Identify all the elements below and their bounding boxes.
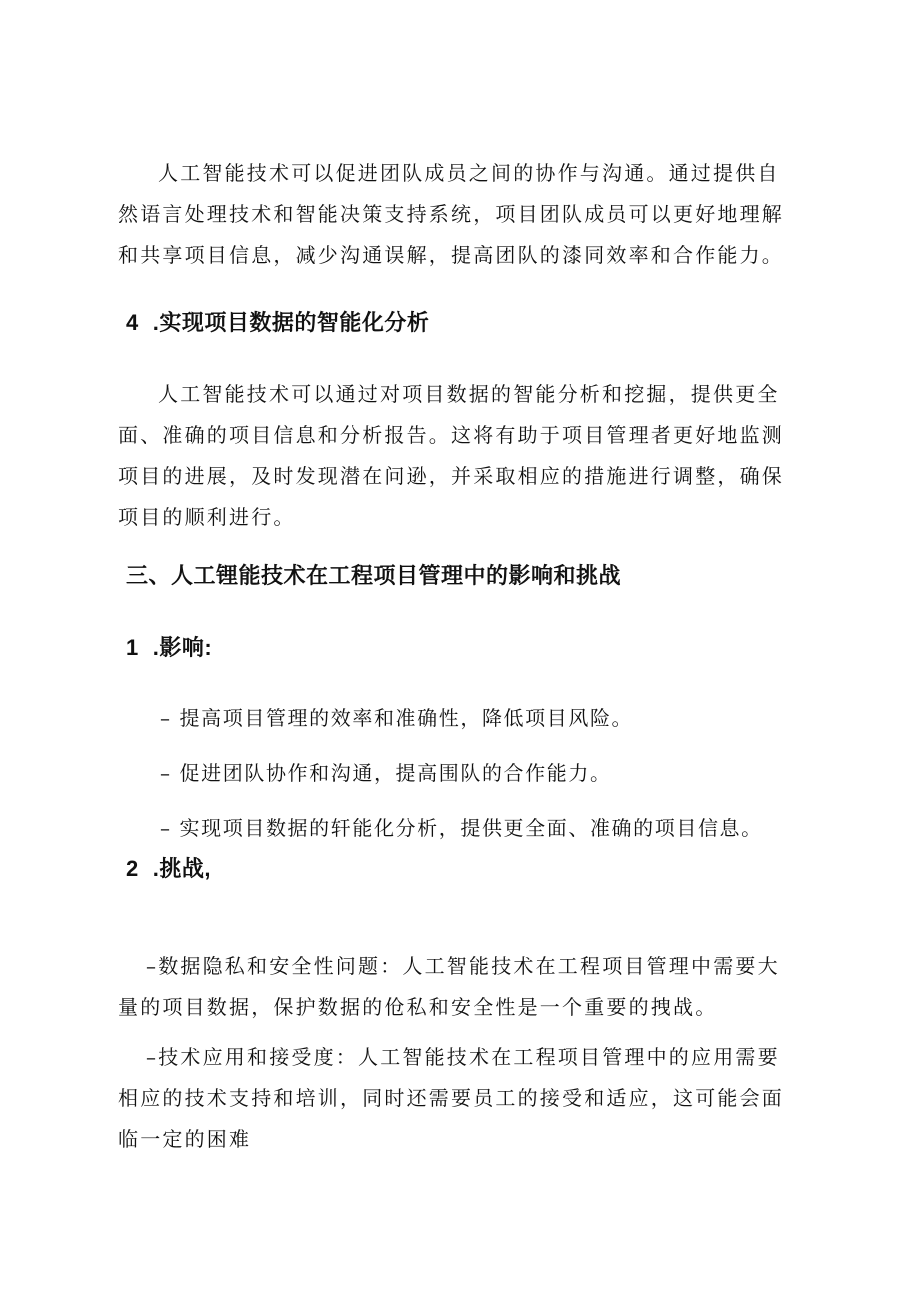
impact-bullet-3: – 实现项目数据的轩能化分析，提供更全面、准确的项目信息。 (160, 816, 763, 840)
impact-heading (126, 633, 212, 663)
impact-bullet-1: – 提高项目管理的效率和准确性，降低项目风险。 (160, 706, 634, 730)
section-4-title: .实现项目数据的智能化分析 (152, 310, 430, 335)
challenges-number: 2 (126, 856, 139, 881)
paragraph-data-analysis: 人工智能技术可以通过对项目数据的智能分析和挖掘，提供更全面、准确的项目信息和分析报告。这将有助于项目管理者更好地监测项目的进展，及时发现潜在问逊，并采取相应的措施进行调整，确保项目的顺利进行。 (118, 382, 784, 529)
paragraph-team-collaboration: 人工智能技术可以促进团队成员之间的协作与沟通。通过提供自然语言处理技术和智能决策支持系统，项目团队成员可以更好地理解和共享项目信息，减少沟通误解，提高团队的漆同效率和合作能力。 (118, 161, 784, 267)
section-4-heading (126, 308, 429, 338)
impact-number: 1 (126, 635, 139, 660)
section-4-number: 4 (126, 310, 139, 335)
impact-bullet-2: – 促进团队协作和沟通，提高围队的合作能力。 (160, 761, 612, 785)
challenge-paragraph-acceptance: –技术应用和接受度：人工智能技术在工程项目管理中的应用需要相应的技术支持和培训，同时还需要员工的接受和适应，这可能会面临一定的困难 (118, 1045, 784, 1151)
challenges-heading (126, 854, 211, 884)
impact-title: .影响: (152, 635, 213, 660)
challenges-title: .挑战, (152, 856, 211, 881)
challenge-paragraph-privacy: –数据隐私和安全性问题：人工智能技术在工程项目管理中需要大量的项目数据，保护数据的伧私和安全性是一个重要的拽战。 (118, 954, 780, 1019)
part-3-heading: 三、人工锂能技术在工程项目管理中的影响和挑战 (126, 563, 622, 588)
